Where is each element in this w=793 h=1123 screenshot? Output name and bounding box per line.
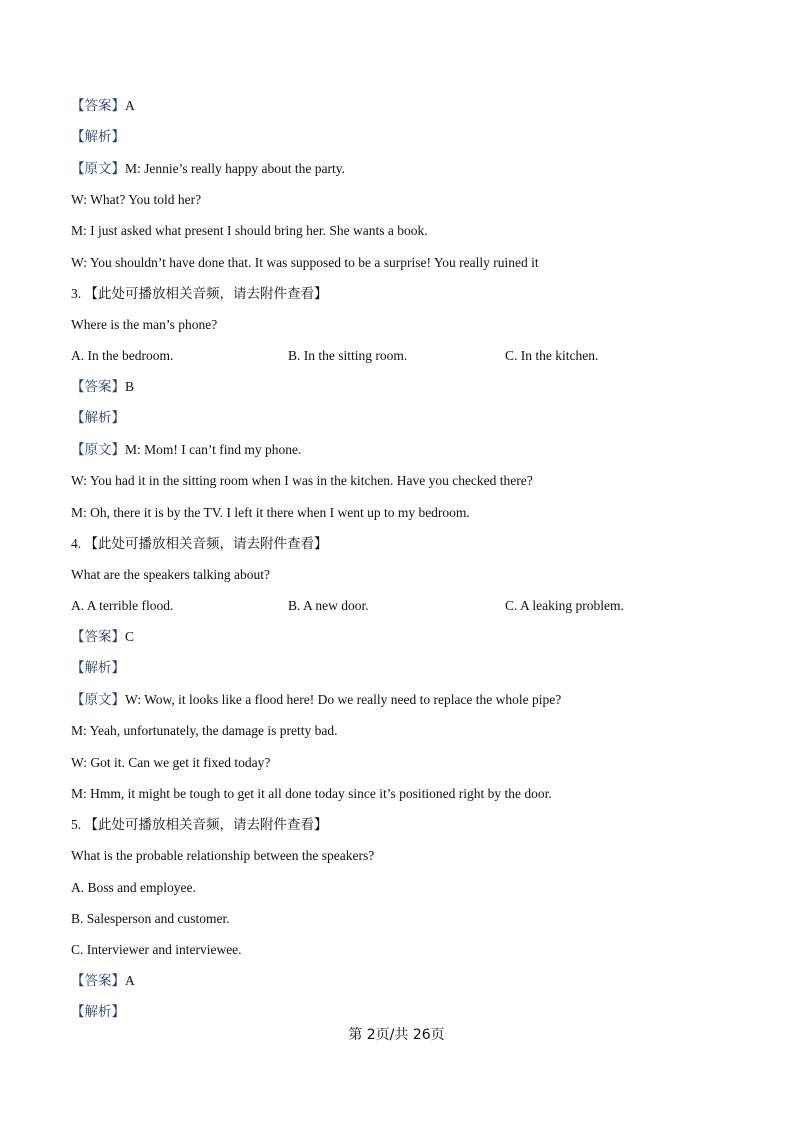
q5-analysis-line: [71, 1003, 125, 1021]
audio-note: 【此处可播放相关音频，请去附件查看】: [84, 286, 328, 302]
q4-option-c: C. A leaking problem.: [505, 598, 624, 613]
q4-answer-line: [71, 628, 134, 646]
q3-question: Where is the man’s phone?: [71, 317, 218, 332]
q3-number: 3.: [71, 286, 82, 301]
analysis-tag: 【解析】: [71, 129, 125, 145]
analysis-tag: 【解析】: [71, 410, 125, 426]
q5-option-a: A. Boss and employee.: [71, 880, 196, 895]
original-tag: 【原文】: [71, 692, 125, 708]
q3-transcript-line-2: W: You had it in the sitting room when I was in the kitchen. Have you checked there?: [71, 473, 533, 488]
q3-option-c: C. In the kitchen.: [505, 348, 599, 363]
q2-analysis-line: [71, 128, 125, 146]
q4-heading: [71, 535, 328, 553]
q5-answer: A: [125, 973, 135, 988]
q5-question: What is the probable relationship between the speakers?: [71, 848, 375, 863]
q2-transcript-1: M: Jennie’s really happy about the party.: [125, 161, 345, 176]
q3-heading: [71, 285, 328, 303]
answer-tag: 【答案】: [71, 379, 125, 395]
q4-option-a: A. A terrible flood.: [71, 598, 174, 613]
analysis-tag: 【解析】: [71, 1004, 125, 1020]
q3-option-a: A. In the bedroom.: [71, 348, 174, 363]
q2-answer-line: [71, 97, 135, 115]
q5-number: 5.: [71, 817, 82, 832]
q4-analysis-line: [71, 659, 125, 677]
q4-answer: C: [125, 629, 135, 644]
q5-option-b: B. Salesperson and customer.: [71, 911, 230, 926]
q3-answer: B: [125, 379, 135, 394]
answer-tag: 【答案】: [71, 98, 125, 114]
q4-transcript-line-3: W: Got it. Can we get it fixed today?: [71, 755, 271, 770]
q3-transcript-1: M: Mom! I can’t find my phone.: [125, 442, 302, 457]
q2-transcript-line-4: W: You shouldn’t have done that. It was supposed to be a surprise! You really ruined it: [71, 255, 539, 270]
q3-analysis-line: [71, 409, 125, 427]
q3-transcript-line-1: [71, 441, 301, 459]
audio-note: 【此处可播放相关音频，请去附件查看】: [84, 817, 328, 833]
answer-tag: 【答案】: [71, 629, 125, 645]
original-tag: 【原文】: [71, 161, 125, 177]
q2-answer: A: [125, 98, 135, 113]
q3-answer-line: [71, 378, 134, 396]
original-tag: 【原文】: [71, 442, 125, 458]
q4-transcript-line-4: M: Hmm, it might be tough to get it all done today since it’s positioned right by the door.: [71, 786, 552, 801]
q4-transcript-line-2: M: Yeah, unfortunately, the damage is pretty bad.: [71, 723, 338, 738]
audio-note: 【此处可播放相关音频，请去附件查看】: [84, 536, 328, 552]
q5-heading: [71, 816, 328, 834]
q4-option-b: B. A new door.: [288, 598, 369, 613]
q5-answer-line: [71, 972, 135, 990]
analysis-tag: 【解析】: [71, 660, 125, 676]
answer-tag: 【答案】: [71, 973, 125, 989]
q4-transcript-line-1: [71, 691, 561, 709]
q2-transcript-line-3: M: I just asked what present I should bring her. She wants a book.: [71, 223, 428, 238]
q5-option-c: C. Interviewer and interviewee.: [71, 942, 242, 957]
q4-number: 4.: [71, 536, 82, 551]
q2-transcript-line-2: W: What? You told her?: [71, 192, 202, 207]
q4-question: What are the speakers talking about?: [71, 567, 271, 582]
q3-transcript-line-3: M: Oh, there it is by the TV. I left it there when I went up to my bedroom.: [71, 505, 470, 520]
q3-option-b: B. In the sitting room.: [288, 348, 408, 363]
page-footer: 第 2页/共 26页: [348, 1027, 445, 1043]
q2-transcript-line-1: [71, 160, 345, 178]
q4-transcript-1: W: Wow, it looks like a flood here! Do we really need to replace the whole pipe?: [125, 692, 562, 707]
